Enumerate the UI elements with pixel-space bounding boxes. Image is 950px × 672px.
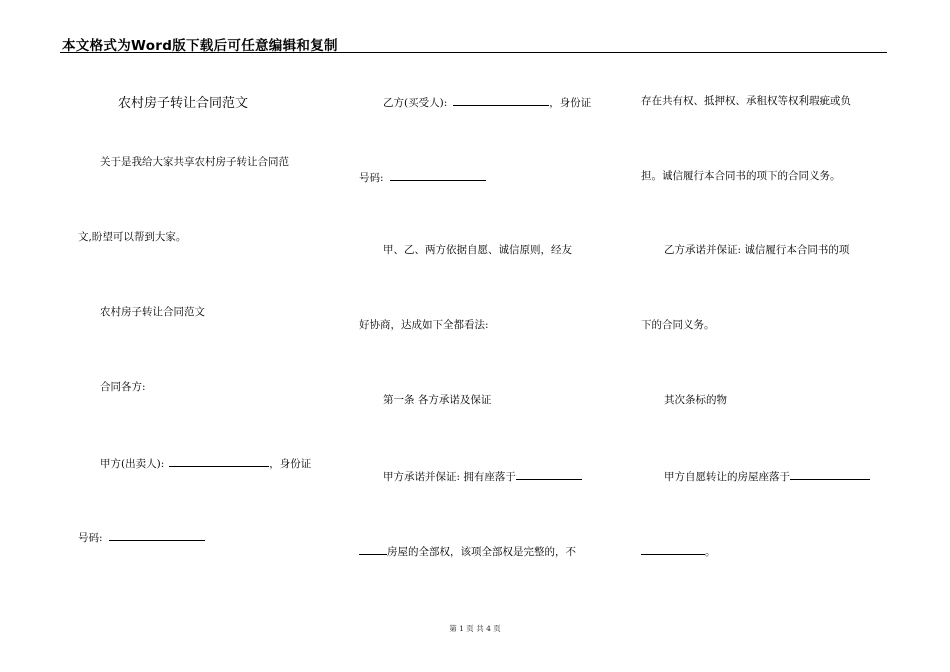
party-b-tail: ，身份证 (549, 97, 592, 109)
party-a-label: 甲方(出卖人): (100, 458, 165, 470)
clause-2-heading: 其次条标的物 (664, 394, 727, 406)
party-b-id-blank (390, 169, 486, 181)
page-number-footer: 第 1 页 共 4 页 (449, 624, 501, 633)
warranty-b-line: 乙方承诺并保证: 诚信履行本合同书的项 (664, 244, 850, 256)
party-b-name-blank (453, 94, 549, 106)
transfer-location-blank (790, 468, 870, 480)
party-b-line (383, 94, 591, 110)
party-b-id-label: 号码: (359, 172, 384, 184)
parties-heading: 合同各方: (100, 381, 146, 393)
party-a-id-label: 号码: (78, 532, 103, 544)
party-a-id-blank (109, 529, 205, 541)
party-b-id-line (359, 169, 486, 185)
transfer-line (664, 468, 870, 484)
col3-line-2: 担。诚信履行本合同书的项下的合同义务。 (641, 170, 841, 182)
transfer-cont-line (641, 543, 716, 559)
subtitle: 农村房子转让合同范文 (100, 306, 205, 318)
principle-line-2: 好协商，达成如下全都看法: (359, 319, 489, 331)
property-location-blank (516, 468, 582, 480)
transfer-location-blank-cont (641, 543, 705, 555)
party-a-tail: ，身份证 (269, 458, 312, 470)
header-divider (60, 52, 887, 53)
warranty-b-cont-line: 下的合同义务。 (641, 319, 715, 331)
party-b-label: 乙方(买受人): (383, 97, 448, 109)
intro-line-2: 文,盼望可以帮到大家。 (78, 231, 187, 243)
header-title: 本文格式为Word版下载后可任意编辑和复制 (62, 38, 338, 54)
property-location-blank-cont (359, 543, 387, 555)
col3-line-1: 存在共有权、抵押权、承租权等权利瑕疵或负 (641, 95, 851, 107)
document-title: 农村房子转让合同范文 (118, 96, 249, 111)
transfer-text: 甲方自愿转让的房屋座落于 (664, 471, 790, 483)
warranty-a-line (383, 468, 582, 484)
warranty-a-text: 甲方承诺并保证: 拥有座落于 (383, 471, 516, 483)
principle-line-1: 甲、乙、两方依据自愿、诚信原则，经友 (383, 244, 572, 256)
transfer-end: 。 (705, 546, 716, 558)
clause-1-heading: 第一条 各方承诺及保证 (383, 394, 492, 406)
party-a-id-line (78, 529, 205, 545)
warranty-a-cont-line (359, 543, 576, 559)
intro-line-1: 关于是我给大家共享农村房子转让合同范 (100, 156, 289, 168)
warranty-a-cont-text: 房屋的全部权，该项全部权是完整的，不 (387, 546, 576, 558)
party-a-name-blank (169, 455, 269, 467)
party-a-line (100, 455, 311, 471)
